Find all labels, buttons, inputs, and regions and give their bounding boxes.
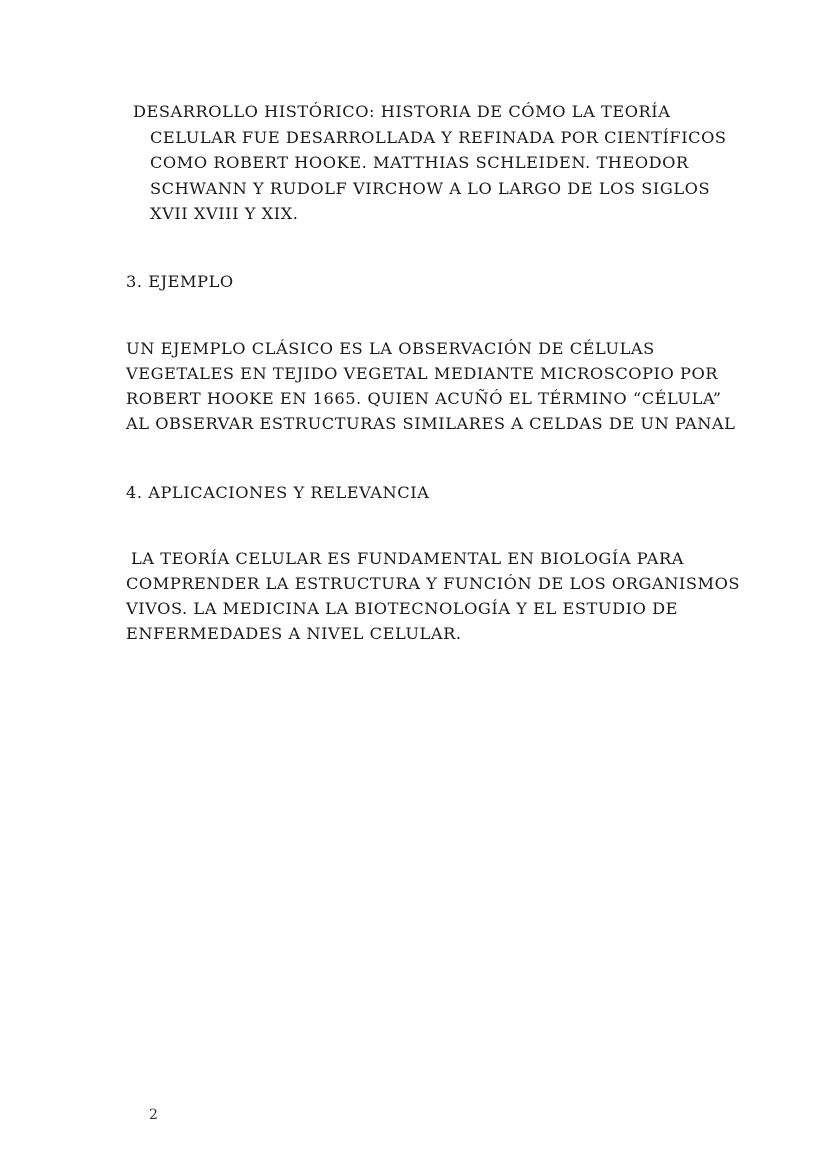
paragraph-line: AL OBSERVAR ESTRUCTURAS SIMILARES A CELDAS DE UN PANAL bbox=[126, 414, 736, 433]
paragraph-line: VEGETALES EN TEJIDO VEGETAL MEDIANTE MICROSCOPIO POR bbox=[126, 364, 719, 383]
paragraph-line: ENFERMEDADES A NIVEL CELULAR. bbox=[126, 624, 462, 643]
paragraph-line: COMPRENDER LA ESTRUCTURA Y FUNCIÓN DE LOS ORGANISMOS bbox=[126, 574, 741, 593]
paragraph-line: ROBERT HOOKE EN 1665. QUIEN ACUÑÓ EL TÉRMINO “CÉLULA” bbox=[126, 389, 722, 408]
section-heading-example: 3. EJEMPLO bbox=[126, 272, 234, 291]
paragraph-line: SCHWANN Y RUDOLF VIRCHOW A LO LARGO DE LOS SIGLOS bbox=[150, 179, 711, 198]
paragraph-line: LA TEORÍA CELULAR ES FUNDAMENTAL EN BIOLOGÍA PARA bbox=[131, 549, 684, 568]
page-number: 2 bbox=[149, 1107, 159, 1123]
paragraph-line: DESARROLLO HISTÓRICO: HISTORIA DE CÓMO LA TEORÍA bbox=[133, 102, 671, 121]
paragraph-line: COMO ROBERT HOOKE. MATTHIAS SCHLEIDEN. THEODOR bbox=[150, 153, 689, 172]
paragraph-line: UN EJEMPLO CLÁSICO ES LA OBSERVACIÓN DE CÉLULAS bbox=[126, 339, 655, 358]
section-heading-applications: 4. APLICACIONES Y RELEVANCIA bbox=[126, 483, 430, 502]
paragraph-line: XVII XVIII Y XIX. bbox=[150, 204, 299, 223]
paragraph-line: VIVOS. LA MEDICINA LA BIOTECNOLOGÍA Y EL ESTUDIO DE bbox=[126, 599, 678, 618]
paragraph-line: CELULAR FUE DESARROLLADA Y REFINADA POR CIENTÍFICOS bbox=[150, 128, 727, 147]
